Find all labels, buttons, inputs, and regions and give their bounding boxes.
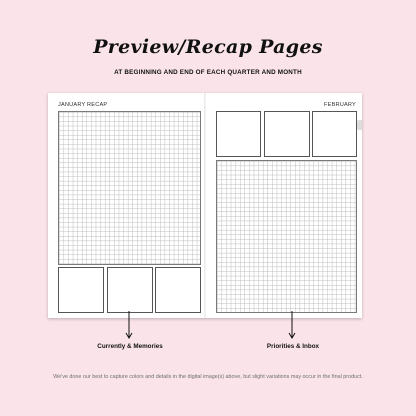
page-subtitle: AT BEGINNING AND END OF EACH QUARTER AND MONTH (114, 69, 302, 76)
right-box-3 (312, 111, 357, 157)
right-box-1 (216, 111, 261, 157)
left-page-title: JANUARY RECAP (58, 102, 108, 108)
right-page-title: FEBRUARY (324, 102, 356, 108)
right-box-2 (264, 111, 310, 157)
left-grid (58, 111, 201, 265)
right-caption: Priorities & Inbox (266, 343, 320, 350)
page-title: Preview/Recap Pages (93, 36, 323, 58)
left-box-2 (107, 267, 153, 313)
disclaimer-text: We've done our best to capture colors and details in the digital image(s) above, but slight variations may occur in the final product. (53, 374, 363, 380)
page-tab[interactable] (357, 120, 362, 130)
right-grid (216, 160, 357, 313)
page-gutter (204, 93, 206, 318)
arrow-down-icon (287, 310, 297, 340)
left-box-1 (58, 267, 104, 313)
arrow-down-icon (124, 310, 134, 340)
left-caption: Currently & Memories (97, 343, 163, 350)
planner-spread (48, 93, 362, 318)
left-box-3 (155, 267, 201, 313)
